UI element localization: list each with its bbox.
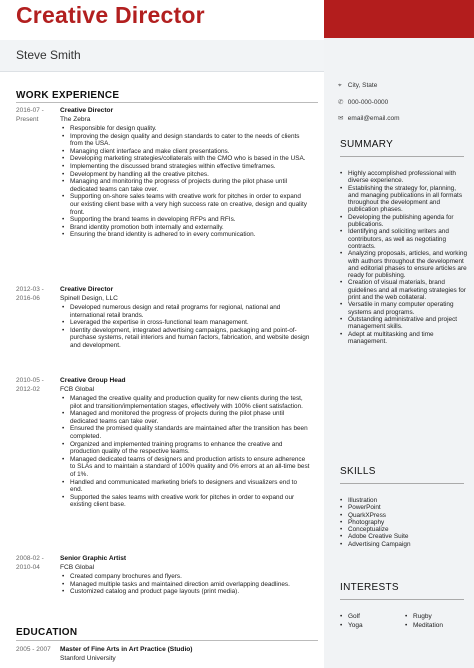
job-entry [60,286,310,350]
company-name: The Zebra [60,115,91,123]
mail-icon: ✉ [338,115,344,122]
job-entry [60,555,310,596]
job-bullet: • Leveraged the expertise in cross-functional team management. [60,319,310,327]
job-bullet: • Managing client interface and make client presentations. [60,148,310,156]
job-bullet: • Managed multiple tasks and maintained direction amid overlapping deadlines. [60,581,310,589]
company-name: FCB Global [60,563,95,571]
interests-list [338,613,468,629]
summary-item: • Creation of visual materials, brand guidelines and all marketing strategies for print and the web collateral. [338,279,468,301]
job-bullets [60,125,310,239]
candidate-name: Steve Smith [16,48,81,62]
contact-text: 000-000-0000 [346,99,389,106]
accent-block [324,0,474,38]
job-bullet: • Managed dedicated teams of designers and production artists to ensure adherence to SLAs and to maintain a standard of 100% quality and 0% errors at an all-time best of 1%. [60,456,310,479]
skill-item: • Illustration [338,497,468,504]
job-date-start: 2010-05 - [16,377,44,384]
job-bullet: • Implementing the discussed brand strategies within effective timeframes. [60,163,310,171]
phone-icon: ✆ [338,99,344,106]
job-entry [60,107,310,239]
education-date: 2005 - 2007 [16,646,51,653]
section-divider [16,102,318,103]
sidebar [324,38,474,668]
contact-text: email@email.com [346,115,400,122]
job-bullet: • Development by handling all the creative pitches. [60,171,310,179]
job-date-end: 2012-02 [16,385,40,393]
company-name: Spinell Design, LLC [60,294,118,302]
skill-item: • Adobe Creative Suite [338,533,468,540]
school: Stanford University [60,654,116,662]
job-date-end: 2016-06 [16,294,40,302]
job-bullet: • Managed and monitored the progress of projects during the pilot phase until dedicated teams can take over. [60,410,310,425]
contact-item [338,98,388,106]
job-bullet: • Improving the design quality and design standards to cater to the needs of clients from the USA. [60,133,310,148]
job-bullet: • Supporting the brand teams in developing RFPs and RFIs. [60,216,310,224]
job-bullets [60,573,310,596]
education-entry [60,646,310,664]
job-date-end: 2010-04 [16,563,40,571]
skills-list [338,497,468,548]
job-bullet: • Identity development, integrated advertising campaigns, packaging and point-of-purchase systems, retail interiors and human factors, fabrication, and website design and development. [60,327,310,350]
job-entry [60,377,310,509]
job-bullet: • Handled and communicated marketing briefs to designers and visualizers end to end. [60,479,310,494]
contact-item [338,82,377,90]
degree: Master of Fine Arts in Art Practice (Studio) [60,646,193,653]
job-title: Creative Director [60,107,114,114]
job-bullet: • Brand identity promotion both internally and externally. [60,224,310,232]
job-date [16,555,60,572]
map-pin-icon: ⌖ [338,82,342,89]
section-divider [340,483,464,484]
job-title: Creative Director [60,286,114,293]
job-date [16,377,60,394]
section-divider [16,640,318,641]
job-date-start: 2008-02 - [16,555,44,562]
summary-item: • Identifying and soliciting writers and contributors, as well as negotiating contracts. [338,228,468,250]
job-bullets [60,395,310,509]
summary-item: • Highly accomplished professional with diverse experience. [338,170,468,185]
job-bullet: • Responsible for design quality. [60,125,310,133]
job-date-end: Present [16,115,39,123]
summary-item: • Analyzing proposals, articles, and working with authors throughout the development and editorial phases to ensure articles are ready for publishing. [338,250,468,279]
skills-heading: SKILLS [340,466,376,477]
interests-heading: INTERESTS [340,582,399,593]
job-bullet: • Ensured the promised quality standards are maintained after the transition has been completed. [60,425,310,440]
contact-item [338,114,400,122]
interest-item: • Meditation [403,622,468,629]
page-title: Creative Director [16,2,205,28]
job-bullets [60,304,310,350]
job-date-start: 2012-03 - [16,286,44,293]
section-divider [340,599,464,600]
company-name: FCB Global [60,385,95,393]
contact-text: City, State [346,82,378,89]
job-bullet: • Ensuring the brand identity is adhered to in every communication. [60,231,310,239]
summary-item: • Developing the publishing agenda for publications. [338,214,468,229]
job-bullet: • Supported the sales teams with creative work for pitches in order to expand our existing client base. [60,494,310,509]
summary-item: • Adept at multitasking and time management. [338,331,468,346]
job-bullet: • Managed the creative quality and production quality for new clients during the test, pilot and transition/implementation stages, effectively with 100% client satisfaction. [60,395,310,410]
job-bullet: • Created company brochures and flyers. [60,573,310,581]
summary-heading: SUMMARY [340,139,394,150]
job-title: Creative Group Head [60,377,126,384]
section-divider [340,156,464,157]
interest-item: • Yoga [338,622,403,629]
work-experience-heading: WORK EXPERIENCE [16,90,120,101]
skill-item: • Photography [338,519,468,526]
job-bullet: • Developed numerous design and retail programs for regional, national and international retail brands. [60,304,310,319]
job-title: Senior Graphic Artist [60,555,127,562]
job-bullet: • Managing and monitoring the progress of projects during the pilot phase until dedicated teams can take over. [60,178,310,193]
skill-item: • Conceptualize [338,526,468,533]
job-date [16,286,60,303]
job-date-start: 2016-07 - [16,107,44,114]
job-bullet: • Customized catalog and product page layouts (print media). [60,588,310,596]
job-bullet: • Supporting on-shore sales teams with creative work for pitches in order to expand our existing client base with a very high success rate on creative, design and quality front. [60,193,310,216]
job-bullet: • Developing marketing strategies/collaterals with the CMO who is based in the USA. [60,155,310,163]
skill-item: • QuarkXPress [338,512,468,519]
education-heading: EDUCATION [16,627,78,638]
summary-list [338,170,468,345]
summary-item: • Outstanding administrative and project management skills. [338,316,468,331]
job-date [16,107,60,124]
skill-item: • PowerPoint [338,504,468,511]
summary-item: • Versatile in many computer operating systems and programs. [338,301,468,316]
summary-item: • Establishing the strategy for, planning, and managing publications in all formats throughout the development and publication phases. [338,185,468,214]
job-bullet: • Organized and implemented training programs to enhance the creative and production quality of the respective teams. [60,441,310,456]
interest-item: • Golf [338,613,403,620]
interest-item: • Rugby [403,613,468,620]
skill-item: • Advertising Campaign [338,541,468,548]
